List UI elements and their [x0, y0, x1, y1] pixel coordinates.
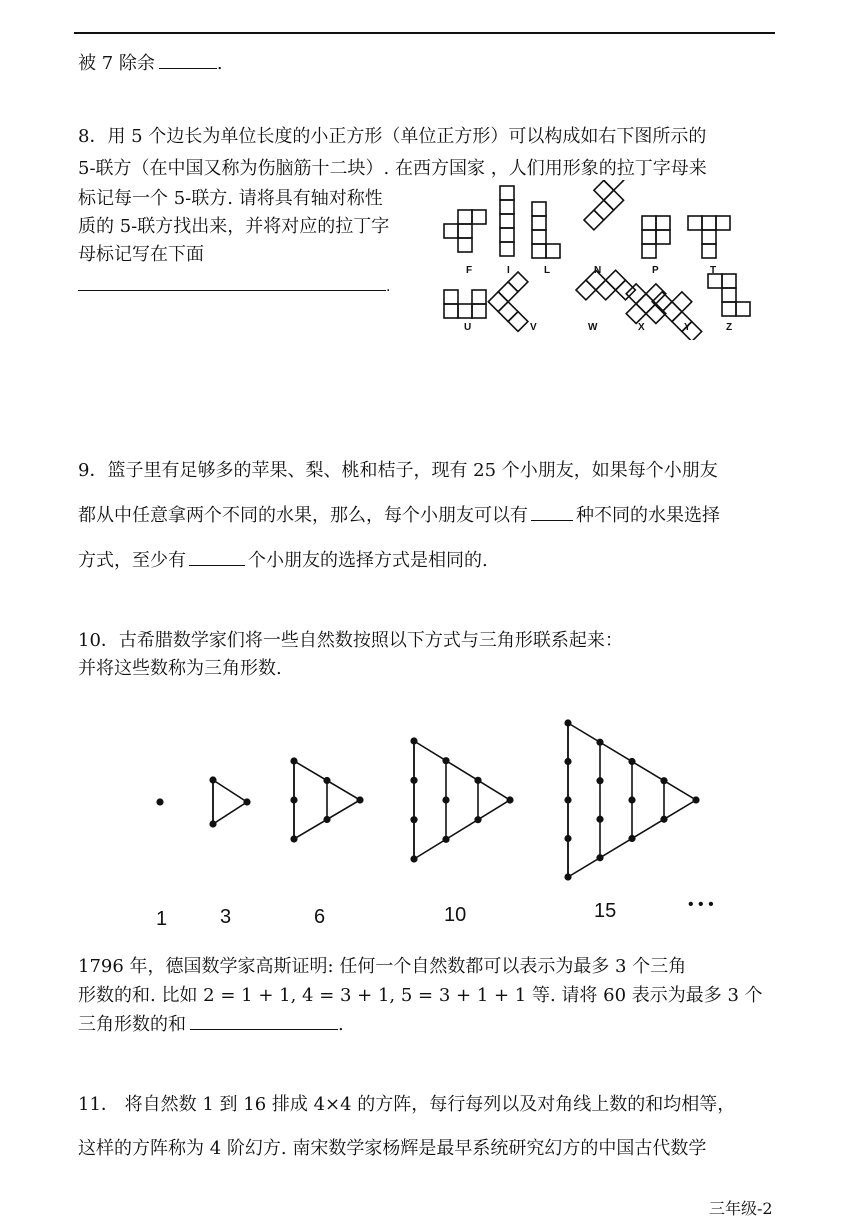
q11-line1: 11． 将自然数 1 到 16 排成 4×4 的方阵，每行每列以及对角线上数的和均相等，	[78, 1094, 736, 1115]
pentomino-square	[472, 290, 486, 304]
pentomino-L	[532, 202, 560, 258]
pentomino-square	[508, 272, 528, 292]
pentomino-T	[688, 216, 730, 258]
triangle-dot	[410, 737, 417, 744]
pentomino-square	[532, 244, 546, 258]
q9-answer-blank-1[interactable]	[531, 520, 573, 521]
pentomino-square	[722, 288, 736, 302]
triangle-dot	[442, 757, 449, 764]
triangle-dot	[290, 835, 297, 842]
triangle-dot	[564, 873, 571, 880]
pentomino-square	[500, 200, 514, 214]
triangle-dot	[564, 719, 571, 726]
q10-line2: 并将这些数称为三角形数.	[78, 658, 282, 679]
q7-period: .	[216, 53, 223, 74]
pentomino-square	[596, 280, 616, 300]
triangle-number-1: 1	[156, 908, 168, 930]
triangle-dot	[596, 816, 603, 823]
triangle-dot	[410, 777, 417, 784]
pentomino-label: F	[466, 265, 473, 276]
pentomino-label: Y	[684, 322, 691, 333]
triangle-dot	[356, 796, 363, 803]
triangle-dot	[564, 758, 571, 765]
pentomino-square	[672, 292, 692, 312]
triangle-dot	[506, 796, 513, 803]
triangle-dot	[209, 820, 216, 827]
pentomino-square	[594, 180, 614, 200]
pentomino-square	[458, 210, 472, 224]
q9-line2-text: 都从中任意拿两个不同的水果，那么，每个小朋友可以有	[78, 505, 528, 526]
pentomino-label: V	[530, 322, 537, 333]
pentomino-square	[584, 210, 604, 230]
triangle-number-10: 10	[444, 904, 467, 926]
pentomino-square	[688, 216, 702, 230]
pentomino-square	[656, 216, 670, 230]
triangle-dot	[243, 798, 250, 805]
pentomino-square	[500, 242, 514, 256]
pentomino-square	[716, 216, 730, 230]
pentomino-U	[444, 290, 486, 318]
pentomino-P	[642, 216, 670, 258]
q10-line5	[78, 1016, 344, 1034]
top-rule	[74, 32, 775, 34]
pentomino-square	[498, 282, 518, 302]
pentomino-square	[500, 186, 514, 200]
pentomino-X	[616, 274, 675, 333]
triangle-dot	[628, 835, 635, 842]
pentomino-square	[646, 304, 666, 324]
pentomino-square	[576, 280, 596, 300]
pentomino-square	[604, 180, 624, 190]
ellipsis: • • •	[688, 896, 714, 913]
triangle-dot	[474, 816, 481, 823]
q8-line1: 8．用 5 个边长为单位长度的小正方形（单位正方形）可以构成如右下图所示的	[78, 126, 707, 147]
pentomino-square	[642, 216, 656, 230]
triangle-dot	[442, 796, 449, 803]
pentomino-square	[722, 302, 736, 316]
q7-text: 被 7 除余	[78, 53, 155, 74]
triangle-number-3: 3	[220, 906, 232, 928]
triangle-number-6: 6	[314, 906, 326, 928]
triangle-dot	[564, 835, 571, 842]
page-footer: 三年级-2	[709, 1199, 773, 1218]
triangle-dot	[628, 758, 635, 765]
pentomino-square	[532, 216, 546, 230]
q10-answer-blank[interactable]	[190, 1029, 338, 1030]
pentomino-square	[656, 230, 670, 244]
pentomino-label: I	[507, 265, 510, 276]
triangle-numbers-figure	[140, 712, 760, 892]
q9-line2	[78, 507, 720, 525]
triangle-number-15: 15	[594, 900, 617, 922]
pentomino-label: N	[594, 265, 602, 276]
pentomino-W	[576, 260, 635, 319]
pentomino-square	[444, 224, 458, 238]
q10-line4: 形数的和. 比如 2 = 1 + 1, 4 = 3 + 1, 5 = 3 + 1 + 1 等. 请将 60 表示为最多 3 个	[78, 985, 763, 1006]
triangle-dot	[596, 739, 603, 746]
pentomino-square	[604, 190, 624, 210]
q9-line3	[78, 552, 488, 570]
triangle-dot	[410, 816, 417, 823]
triangle-dot	[290, 796, 297, 803]
pentomino-square	[458, 238, 472, 252]
pentomino-label: Z	[726, 322, 733, 333]
q9-line3-text: 方式，至少有	[78, 550, 186, 571]
pentomino-label: T	[710, 265, 717, 276]
pentomino-square	[546, 244, 560, 258]
pentomino-square	[472, 304, 486, 318]
triangle-dot	[692, 796, 699, 803]
pentomino-square	[498, 302, 518, 322]
q11-line2: 这样的方阵称为 4 阶幻方. 南宋数学家杨辉是最早系统研究幻方的中国古代数学	[78, 1138, 707, 1159]
pentomino-square	[642, 230, 656, 244]
pentomino-square	[652, 292, 672, 312]
pentomino-square	[736, 302, 750, 316]
pentomino-figure	[436, 180, 756, 340]
triangle-dot	[410, 855, 417, 862]
pentomino-square	[500, 214, 514, 228]
pentomino-label: L	[544, 265, 551, 276]
pentomino-square	[472, 210, 486, 224]
pentomino-label: X	[638, 322, 645, 333]
pentomino-square	[444, 304, 458, 318]
q8-line4: 质的 5-联方找出来，并将对应的拉丁字	[78, 216, 390, 237]
triangle-dot	[442, 836, 449, 843]
pentomino-square	[458, 224, 472, 238]
pentomino-square	[594, 200, 614, 220]
q8-line5: 母标记写在下面	[78, 244, 204, 265]
pentomino-square	[702, 230, 716, 244]
pentomino-square	[702, 244, 716, 258]
pentomino-Y	[652, 282, 711, 340]
pentomino-square	[636, 294, 656, 314]
pentomino-square	[616, 280, 636, 300]
pentomino-square	[722, 274, 736, 288]
q8-line2: 5-联方（在中国又称为伤脑筋十二块）. 在西方国家 ，人们用形象的拉丁字母来	[78, 158, 707, 179]
q9-line2-tail: 种不同的水果选择	[576, 505, 720, 526]
pentomino-square	[500, 228, 514, 242]
triangle-dot	[323, 777, 330, 784]
triangle-dot	[660, 816, 667, 823]
triangle-dot	[156, 798, 163, 805]
pentomino-I	[500, 186, 514, 256]
q9-answer-blank-2[interactable]	[189, 565, 245, 566]
pentomino-square	[642, 244, 656, 258]
triangle-dot	[209, 776, 216, 783]
pentomino-label: W	[588, 322, 598, 333]
pentomino-square	[662, 302, 682, 322]
q7-continuation	[78, 55, 223, 73]
pentomino-N	[574, 180, 633, 230]
triangle-dot	[564, 796, 571, 803]
q7-answer-blank[interactable]	[159, 68, 217, 69]
q8-line3: 标记每一个 5-联方. 请将具有轴对称性	[78, 188, 383, 209]
pentomino-square	[488, 292, 508, 312]
triangle-outline	[414, 741, 510, 859]
pentomino-square	[606, 270, 626, 290]
pentomino-square	[708, 274, 722, 288]
pentomino-square	[508, 312, 528, 332]
q10-line1: 10．古希腊数学家们将一些自然数按照以下方式与三角形联系起来：	[78, 630, 623, 651]
q9-line1: 9．篮子里有足够多的苹果、梨、桃和桔子，现有 25 个小朋友，如果每个小朋友	[78, 460, 718, 481]
pentomino-square	[532, 202, 546, 216]
triangle-dot	[628, 796, 635, 803]
pentomino-square	[702, 216, 716, 230]
pentomino-label: U	[464, 322, 472, 333]
pentomino-square	[532, 230, 546, 244]
q8-answer-period: .	[386, 279, 391, 295]
triangle-dot	[323, 816, 330, 823]
pentomino-F	[444, 210, 486, 252]
q10-line5-text: 三角形数的和	[78, 1014, 186, 1035]
pentomino-square	[458, 304, 472, 318]
triangle-dot	[596, 854, 603, 861]
q8-answer-line[interactable]	[78, 290, 386, 291]
pentomino-V	[488, 272, 547, 331]
triangle-outline	[213, 780, 247, 824]
pentomino-Z	[708, 274, 750, 316]
triangle-dot	[290, 757, 297, 764]
q10-line3: 1796 年，德国数学家高斯证明: 任何一个自然数都可以表示为最多 3 个三角	[78, 956, 687, 977]
triangle-dot	[660, 777, 667, 784]
pentomino-square	[444, 290, 458, 304]
q9-line3-tail: 个小朋友的选择方式是相同的.	[248, 550, 488, 571]
pentomino-square	[646, 284, 666, 304]
pentomino-square	[626, 304, 646, 324]
pentomino-square	[626, 284, 646, 304]
q10-period: .	[338, 1014, 344, 1035]
triangle-dot	[596, 777, 603, 784]
triangle-dot	[474, 777, 481, 784]
pentomino-label: P	[652, 265, 659, 276]
